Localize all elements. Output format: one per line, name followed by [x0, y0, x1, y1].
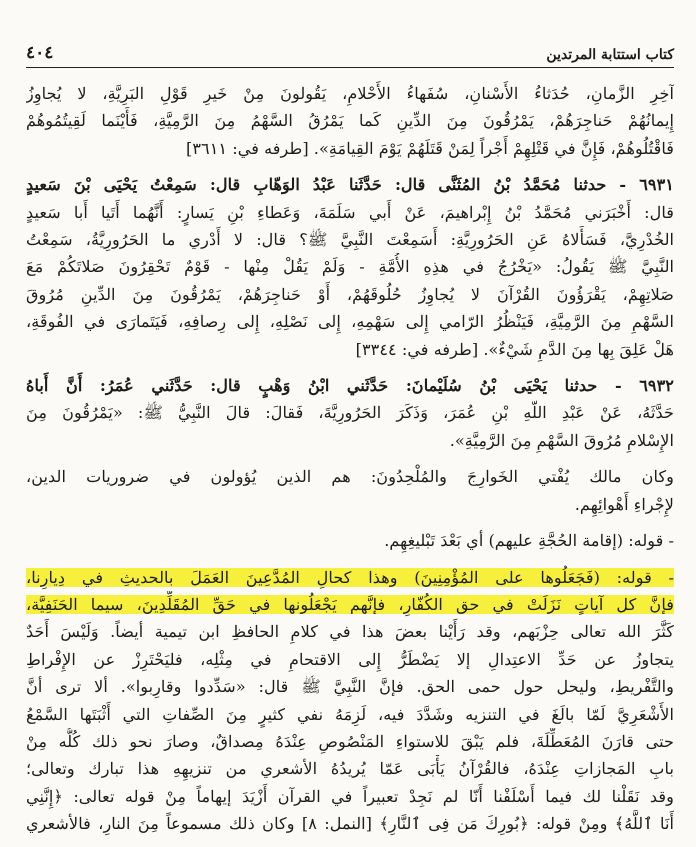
hadith-6932 [26, 372, 674, 454]
commentary-hujja [26, 527, 674, 554]
text-line: النَّبِيَّ ﷺ يَقُولُ: «يَخْرُجُ في هذِهِ الأُمَّةِ - وَلَمْ يَقُلْ مِنْها - قَوْمٌ تَحْقِرُونَ صَلاتَكُمْ مَعَ [26, 257, 674, 277]
text-line: الخُدْرِيَّ، فَسَأَلاهُ عَنِ الحَرُورِيَّةِ: أَسَمِعْتَ النَّبِيَّ ﷺ؟ قال: لا أَدْري ما الحَرُورِيَّةُ، سَمِعْتُ [26, 230, 674, 250]
text-line: الأَشْعَرِيَّ لَمّا بالَغَ في التنزيه وشَدَّدَ فيه، لَزِمَهُ نفي كثيرٍ مِنَ الصِّفاتِ التي أَثْبَتَها السَّمْعُ [26, 704, 674, 724]
text-line: آخِرِ الزَّمانِ، حُدَثاءُ الأَسْنانِ، سُفَهاءُ الأَحْلامِ، يَقُولونَ مِنْ خَيرِ قَوْلِ البَرِيَّةِ، لا يُجاوِزُ [26, 84, 674, 103]
highlighted-text: فإنَّ كل آياتٍ نَزَلَتْ في حق الكُفّارِ، فإنَّهم يَجْعَلُونها في حَقِّ المُقَلِّدِينَ، سيما الحَنَفِيَّة، [26, 594, 674, 614]
text-line: حتى قارَنَ المُعَطِّلَةَ، فلم يَبْقَ للاستواءِ المَنْصُوصِ عِنْدَهُ مِصداقٌ، وصارَ نحو ذلك كُلُّه مِنْ [26, 731, 674, 751]
text-line: حَدَّثَهُ، عَنْ عَبْدِ اللّهِ بْنِ عُمَرَ، وَذَكَرَ الحَرُورِيَّةَ، فَقالَ: قالَ النَّبِيُّ ﷺ: «يَمْرُقُونَ مِنَ [26, 403, 674, 423]
text-line: ٦٩٣١ - حدثنا مُحَمَّدُ بْنُ المُثَنَّى قال: حَدَّثَنا عَبْدُ الوَهّابِ قال: سَمِعْتُ يَحْيَى بْنَ سَعيدٍ [26, 175, 674, 195]
text-line: فَاقْتُلُوهُمْ، فَإِنَّ في قَتْلِهِمْ أَجْراً لِمَنْ قَتَلَهُمْ يَوْمَ القِيامَةِ». [طرفه في: ٣٦١١] [186, 138, 674, 158]
text-line: السَّهْمِ مِنَ الرَّمِيَّةِ، فَيَنْظُرُ الرّامي إِلى سَهْمِهِ، إِلى نَصْلِهِ، إِلى رِصافِهِ، فَيَتَمارَى في الفُوقَةِ، [26, 312, 674, 332]
hadith-6931 [26, 171, 674, 363]
text-line [26, 591, 674, 618]
hadith-paragraph-1 [26, 80, 674, 162]
text-line: والتَّفْريطِ، وليحل حول حمى الحق. فإنَّ النَّبِيَّ ﷺ قال: «سَدِّدوا وقارِبوا». ألا ترى أنَّ [26, 677, 674, 697]
text-line: أَنَا ٱللَّهُ﴾ ومِنْ قوله: ﴿بُورِكَ مَن فِى ٱلنَّارِ﴾ [النمل: ٨] وكان ذلك مسموعاً مِنَ النارِ، فالأشعري [26, 814, 674, 834]
highlighted-text: - قوله: (فَجَعَلُوها على المُؤْمِنِينَ) وهذا كحالِ المُدَّعِينَ العَمَلَ بالحديثِ في دِيارِنا، [26, 567, 674, 587]
text-line: يتجاوزُ عن حَدِّ الاعتِدالِ إلا يَضْطَرُّ إِلى الاقتحامِ في مِثْلِه، فليَحْتَرِزْ عن الإِفْراطِ [26, 649, 674, 669]
text-line: بابِ المَجازاتِ عِنْدَهُ، فالقُرْآنُ يَأْبَى عَمّا يُريدُهُ الأشعري من تنزيهِهِ هذا تبارك وتعالى؛ [26, 759, 674, 779]
commentary-main [26, 564, 674, 838]
text-line: صَلاتِهِمْ، يَقْرَؤُونَ القُرْآنَ لا يُجاوِزُ حُلُوقَهُمْ، أَوْ حَناجِرَهُمْ، يَمْرُقُونَ مِنَ الدِّينِ مُرُوقَ [26, 284, 674, 304]
book-title: كتاب استتابة المرتدين [546, 47, 674, 63]
text-line: لإِجْراءِ أَهْوائِهِم. [574, 494, 674, 514]
text-line [26, 564, 674, 591]
text-line: ٦٩٣٢ - حدثنا يَحْيَى بْنُ سُلَيْمانَ: حَدَّثَني ابْنُ وَهْبٍ قال: حَدَّثَني عُمَرُ: أَنَّ أَباهُ [26, 376, 674, 396]
text-line: - قوله: (إقامة الحُجَّةِ عليهم) أي بَعْدَ تَبْليغِهِم. [384, 531, 674, 551]
text-line: إِيمانُهُمْ حَناجِرَهُمْ، يَمْرُقُونَ مِنَ الدِّينِ كَما يَمْرُقُ السَّهْمُ مِنَ الرَّمِيَّةِ، فَأَيْنَما لَقِيتُمُوهُمْ [26, 111, 674, 131]
text-line: قال: أَخْبَرَني مُحَمَّدُ بْنُ إِبْراهيمَ، عَنْ أَبي سَلَمَةَ، وَعَطاءِ بْنِ يَسارٍ: أَنَّهُما أَتَيا أَبا سَعيدٍ [26, 202, 674, 222]
text-line: هَلْ عَلِقَ بِها مِنَ الدَّمِ شَيْءٌ». [طرفه في: ٣٣٤٤] [355, 339, 674, 359]
commentary-malik [26, 463, 674, 518]
text-line: الإِسْلامِ مُرُوقَ السَّهْمِ مِنَ الرَّمِيَّةِ». [449, 430, 674, 450]
text-line: وقد نَقَلْنا لك فيما أَسْلَفْنا أَنّا لم نَجِدْ تعبيراً في القرآن أَزْيَدَ إيهاماً مِنْ قوله تعالى: ﴿إِنَّنِي [26, 786, 674, 806]
text-line: وكان مالك يُفْتي الخَوارِجَ والمُلْحِدُونَ: هم الذين يُؤولون في ضروريات الدين، [26, 467, 674, 487]
page-number: ٤٠٤ [26, 43, 54, 63]
text-line: كَثَّرَ الله تعالى حِزْبَهم، وقد رَأَيْنا بعضَ هذا في كلامِ الحافظِ ابن تيمية أيضاً. وَلَيْسَ أَحَدٌ [26, 622, 674, 642]
page-body [26, 80, 674, 847]
page-header [26, 38, 674, 68]
